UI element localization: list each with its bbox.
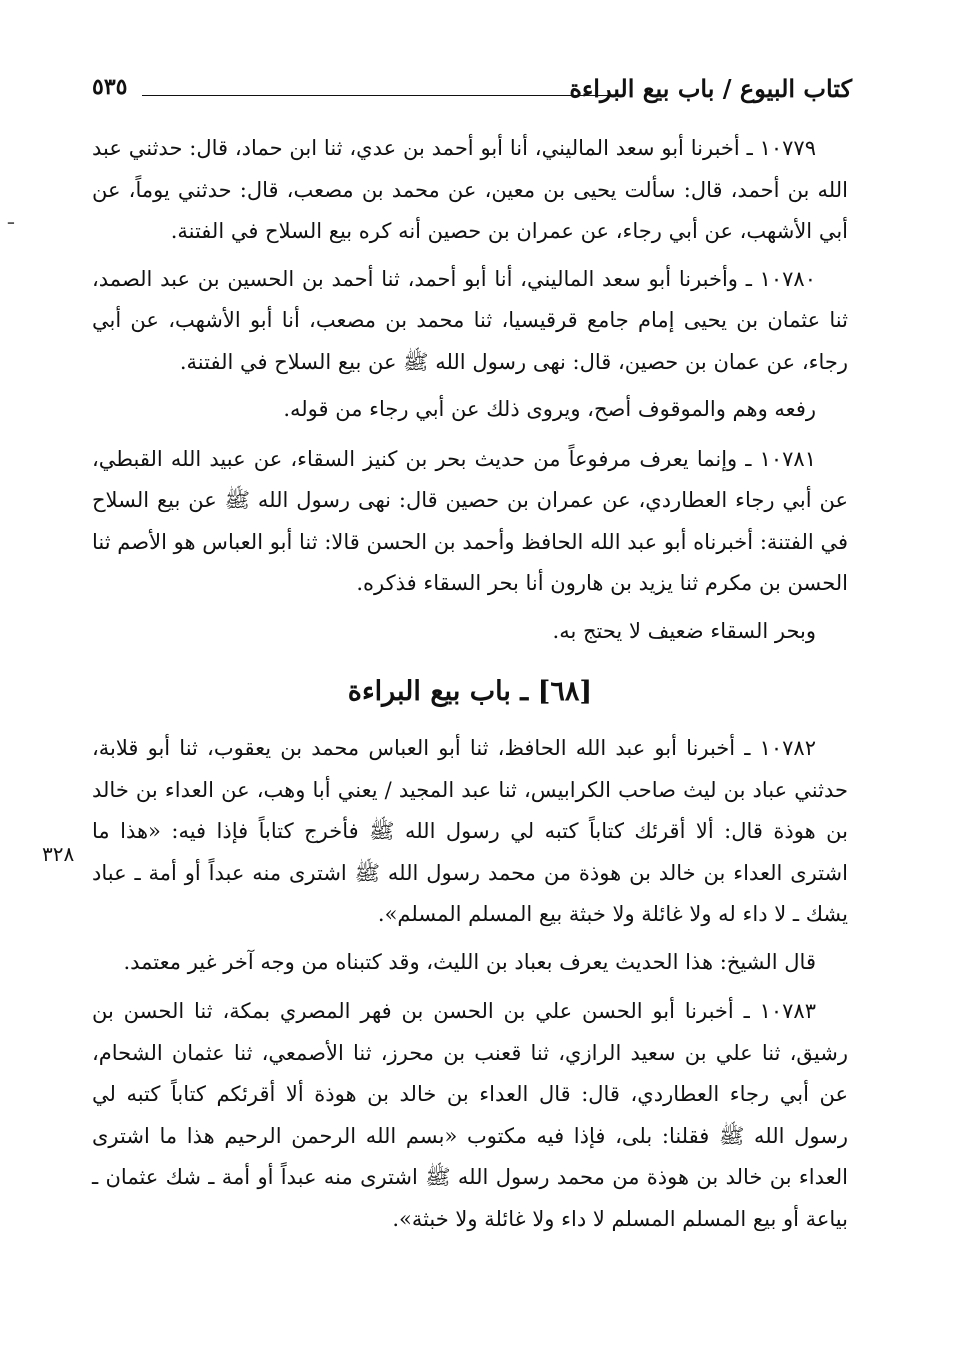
running-title: كتاب البيوع / باب بيع البراءة [569, 74, 852, 103]
hadith-10783: ١٠٧٨٣ ـ أخبرنا أبو الحسن علي بن الحسن بن فهر المصري بمكة، ثنا الحسن بن رشيق، ثنا علي بن سعيد الرازي، ثنا قعنب بن محرز، ثنا الأصمعي، ثنا عثمان الشحام، عن أبي رجاء العطاردي، قال: قال العداء بن خالد بن هوذة ألا أقرئكم كتاباً كتبه لي رسول الله ﷺ فقلنا: بلى، فإذا فيه مكتوب «بسم الله الرحمن الرحيم هذا ما اشترى العداء بن خالد بن هوذة من محمد رسول الله ﷺ اشترى منه عبداً أو أمة ـ شك عثمان ـ بياعة أو بيع المسلم المسلم لا داء ولا غائلة ولا خبثة». [92, 999, 848, 1231]
hadith-10779: ١٠٧٧٩ ـ أخبرنا أبو سعد الماليني، أنا أبو أحمد بن عدي، ثنا ابن حماد، قال: حدثني عبد الله بن أحمد، قال: سألت يحيى بن معين، عن محمد بن مصعب، قال: حدثني يوماً، عن أبي الأشهب، عن أبي رجاء، عن عمران بن حصين أنه كره بيع السلاح في الفتنة. [92, 136, 848, 243]
margin-reference: ٣٢٨ [42, 842, 75, 866]
page-header [92, 68, 852, 108]
hadith-10781: ١٠٧٨١ ـ وإنما يعرف مرفوعاً من حديث بحر بن كنيز السقاء، عن عبيد الله القبطي، عن أبي رجاء العطاردي، عن عمران بن حصين قال: نهى رسول الله ﷺ عن بيع السلاح في الفتنة: أخبرناه أبو عبد الله الحافظ وأحمد بن الحسن قالا: ثنا أبو العباس هو الأصم ثنا الحسن بن مكرم ثنا يزيد بن هارون أنا بحر السقاء فذكره. [92, 446, 848, 595]
main-text [92, 128, 848, 1246]
edge-mark: ـ [8, 205, 14, 229]
hadith-10780: ١٠٧٨٠ ـ وأخبرنا أبو سعد الماليني، أنا أبو أحمد، ثنا أحمد بن الحسين بن عبد الصمد، ثنا عثمان بن يحيى إمام جامع قرقيسيا، ثنا محمد بن مصعب، أنا أبو الأشهب، عن أبي رجاء، عن عمان بن حصين، قال: نهى رسول الله ﷺ عن بيع السلاح في الفتنة. [92, 266, 848, 374]
commentary-note: وبحر السقاء ضعيف لا يحتج به. [552, 618, 816, 643]
chapter-heading: [٦٨] ـ باب بيع البراءة [347, 676, 593, 707]
commentary-note: قال الشيخ: هذا الحديث يعرف بعباد بن الليث، وقد كتبناه من وجه آخر غير معتمد. [123, 949, 816, 974]
header-rule [142, 95, 620, 96]
page-number: ٥٣٥ [92, 74, 128, 100]
hadith-10782: ١٠٧٨٢ ـ أخبرنا أبو عبد الله الحافظ، ثنا أبو العباس محمد بن يعقوب، ثنا أبو قلابة، حدثني عباد بن ليث صاحب الكرابيس، ثنا عبد المجيد / يعني أبا وهب، عن العداء بن خالد بن هوذة قال: ألا أقرئك كتاباً كتبه لي رسول الله ﷺ فأخرج كتاباً فإذا فيه: «هذا ما اشترى العداء بن خالد بن هوذة من محمد رسول الله ﷺ اشترى منه عبداً أو أمة ـ عباد يشك ـ لا داء له ولا غائلة ولا خبثة بيع المسلم المسلم». [92, 736, 848, 926]
commentary-note: رفعه وهم والموقوف أصح، ويروى ذلك عن أبي رجاء من قوله. [283, 397, 816, 421]
